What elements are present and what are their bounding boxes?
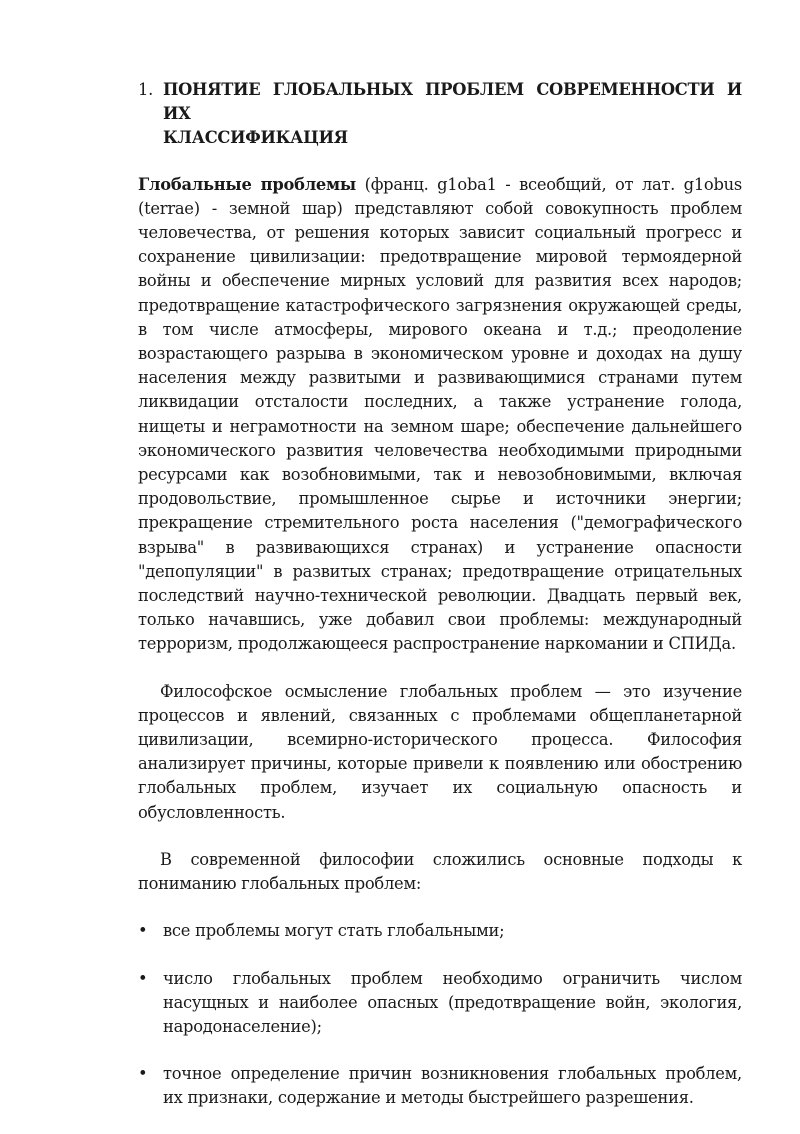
- definition-paragraph: [138, 173, 742, 657]
- section-title: [163, 78, 742, 151]
- bullet-icon: •: [138, 968, 148, 988]
- section-title-line-1: ПОНЯТИЕ ГЛОБАЛЬНЫХ ПРОБЛЕМ СОВРЕМЕННОСТИ И ИХ: [163, 80, 742, 124]
- section-number: 1.: [138, 80, 154, 99]
- philosophy-paragraph: Философское осмысление глобальных проблем — это изучение процессов и явлений, связанных с проблемами общепланетарной цивилизации, всемирно-исторического процесса. Философия анализирует причины, которые привели к появлению или обострению глобальных проблем, изучает их социальную опасность и обусловленность.: [138, 681, 742, 822]
- definition-text: (франц. g1oba1 - всеобщий, от лат. g1obus (terrae) - земной шар) представляют собой совокупность проблем человечества, от решения которых зависит социальный прогресс и сохранение цивилизации: предотвращение мировой термоядерной войны и обеспечение мирных условий для развития всех народов; предотвращение катастрофического загрязнения окружающей среды, в том числе атмосферы, мирового океана и т.д.; преодоление возрастающего разрыва в экономическом уровне и доходах на душу населения между развитыми и развивающимися странами путем ликвидации отсталости последних, а также устранение голода, нищеты и неграмотности на земном шаре; обеспечение дальнейшего экономического развития человечества необходимыми природными ресурсами как возобновимыми, так и невозобновимыми, включая продовольствие, промышленное сырье и источники энергии; прекращение стремительного роста населения ("демографического взрыва" в развивающихся странах) и устранение опасности "депопуляции" в развитых странах; предотвращение отрицательных последствий научно-технической революции. Двадцать первый век, только начавшись, уже добавил свои проблемы: международный терроризм, продолжающееся распространение наркомании и СПИДа.: [138, 174, 743, 654]
- list-item: [138, 967, 742, 1040]
- list-item-text: точное определение причин возникновения глобальных проблем, их признаки, содержание и методы быстрейшего разрешения.: [163, 1064, 742, 1108]
- list-item-text: число глобальных проблем необходимо ограничить числом насущных и наиболее опасных (предотвращение войн, экология, народонаселение);: [163, 968, 742, 1036]
- section-title-line-2: КЛАССИФИКАЦИЯ: [163, 128, 348, 148]
- approaches-list: [138, 919, 742, 1110]
- list-item: [138, 919, 742, 943]
- list-item-text: все проблемы могут стать глобальными;: [163, 921, 505, 941]
- approaches-intro-paragraph: В современной философии сложились основные подходы к пониманию глобальных проблем:: [138, 849, 742, 894]
- bullet-icon: •: [138, 1064, 148, 1084]
- section-heading: [138, 78, 742, 151]
- document-page: [138, 78, 742, 1134]
- list-item: [138, 1062, 742, 1110]
- defined-term: Глобальные проблемы: [138, 174, 357, 194]
- bullet-icon: •: [138, 921, 148, 941]
